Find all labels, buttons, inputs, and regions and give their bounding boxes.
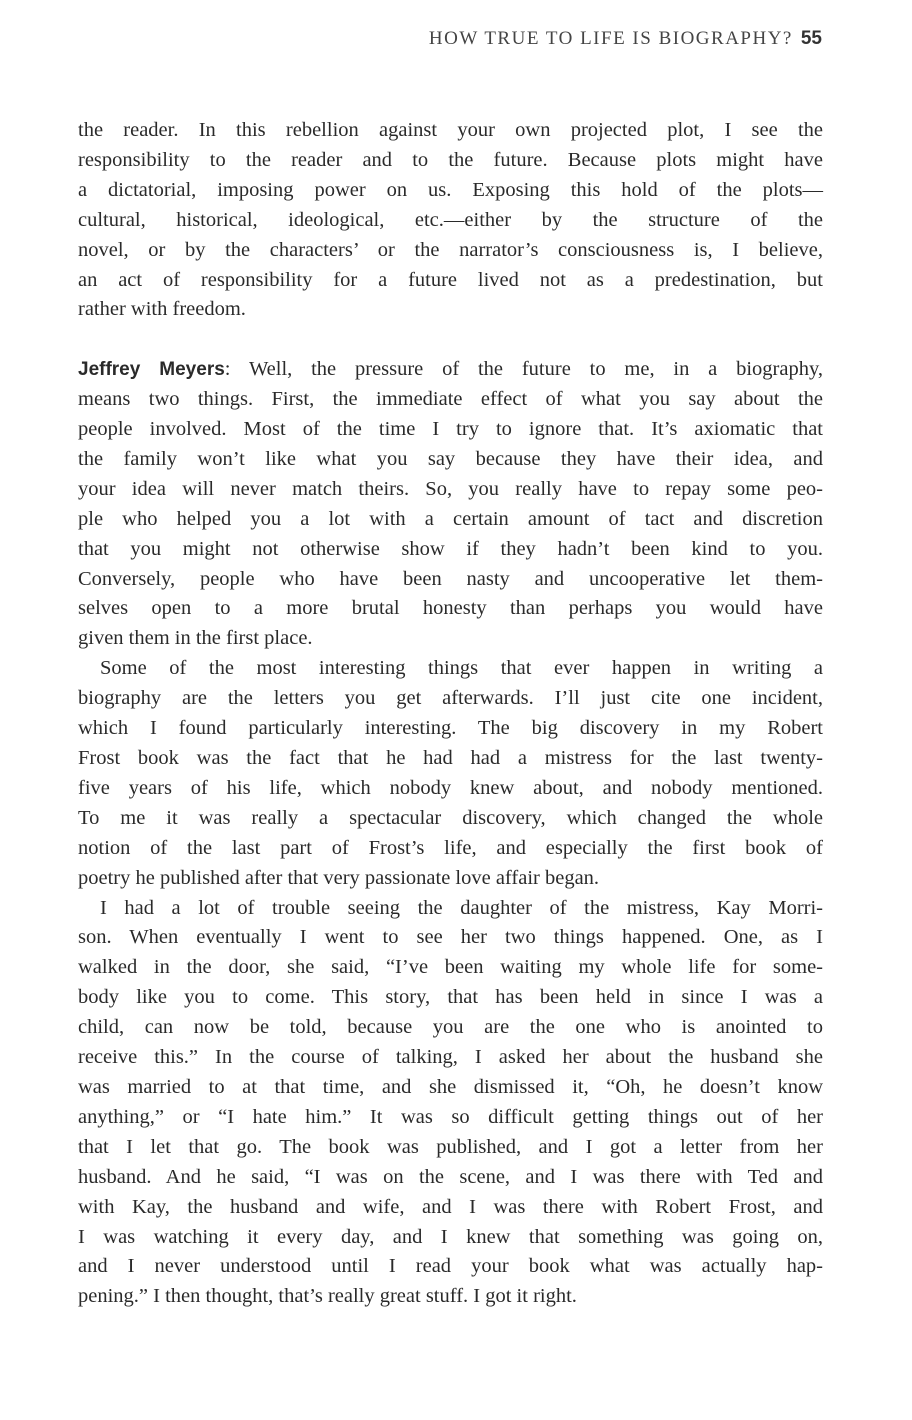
line-text: was married to at that time, and she dismissed it, “Oh, he doesn’t know (78, 1075, 823, 1098)
text-line (78, 1282, 823, 1312)
line-text: novel, or by the characters’ or the narrator’s consciousness is, I believe, (78, 238, 823, 261)
paragraph (78, 654, 823, 893)
line-text: rather with freedom. (78, 298, 246, 321)
running-header (429, 28, 822, 50)
text-line (78, 894, 823, 924)
line-text: Some of the most interesting things that ever happen in writing a (100, 657, 823, 680)
text-line (78, 1103, 823, 1133)
text-line (78, 385, 823, 415)
text-line (78, 1163, 823, 1193)
line-text: son. When eventually I went to see her two things happened. One, as I (78, 926, 823, 949)
line-text: responsibility to the reader and to the future. Because plots might have (78, 148, 823, 171)
line-text: anything,” or “I hate him.” It was so difficult getting things out of her (78, 1105, 823, 1128)
line-text: body like you to come. This story, that has been held in since I was a (78, 986, 823, 1009)
text-line (78, 624, 823, 654)
text-line (78, 714, 823, 744)
text-line (78, 684, 823, 714)
text-line (78, 266, 823, 296)
running-title: HOW TRUE TO LIFE IS BIOGRAPHY? (428, 28, 793, 49)
text-line (78, 953, 823, 983)
text-line (78, 654, 823, 684)
line-text: five years of his life, which nobody knew about, and nobody mentioned. (78, 776, 823, 799)
line-text: walked in the door, she said, “I’ve been waiting my whole life for some- (78, 956, 823, 979)
line-text: selves open to a more brutal honesty than perhaps you would have (78, 597, 823, 620)
speaker-paragraph (78, 355, 823, 654)
text-line (78, 1223, 823, 1253)
paragraph (78, 116, 823, 325)
text-line (78, 983, 823, 1013)
line-text: ple who helped you a lot with a certain amount of tact and discretion (78, 507, 823, 530)
text-line (78, 594, 823, 624)
line-text: To me it was really a spectacular discovery, which changed the whole (78, 806, 823, 829)
text-line (78, 1043, 823, 1073)
line-text: an act of responsibility for a future lived not as a predestination, but (78, 268, 823, 291)
line-text: receive this.” In the course of talking, I asked her about the husband she (78, 1046, 823, 1069)
text-line (78, 535, 823, 565)
text-line (78, 834, 823, 864)
text-line (78, 176, 823, 206)
line-text: pening.” I then thought, that’s really great stuff. I got it right. (78, 1285, 577, 1308)
line-text: people involved. Most of the time I try to ignore that. It’s axiomatic that (78, 418, 823, 441)
text-line (78, 505, 823, 535)
line-text: Conversely, people who have been nasty and uncooperative let them- (78, 567, 823, 590)
line-text: cultural, historical, ideological, etc.—either by the structure of the (78, 208, 823, 231)
line-text: the reader. In this rebellion against your own projected plot, I see the (78, 119, 823, 141)
page-body (78, 116, 823, 1312)
line-text: and I never understood until I read your book what was actually hap- (78, 1255, 823, 1278)
text-line (78, 804, 823, 834)
line-text: I had a lot of trouble seeing the daughter of the mistress, Kay Morri- (100, 896, 823, 919)
text-line (78, 295, 823, 325)
line-text: husband. And he said, “I was on the scene, and I was there with Ted and (78, 1165, 823, 1188)
line-text: a dictatorial, imposing power on us. Exposing this hold of the plots— (78, 178, 823, 201)
text-line (78, 1193, 823, 1223)
line-text: given them in the first place. (78, 627, 313, 650)
line-text: that you might not otherwise show if they hadn’t been kind to you. (78, 537, 823, 560)
line-text: I was watching it every day, and I knew that something was going on, (78, 1225, 823, 1248)
text-line (78, 744, 823, 774)
text-line (78, 1133, 823, 1163)
text-line (78, 236, 823, 266)
line-text: Frost book was the fact that he had had a mistress for the last twenty- (78, 747, 823, 770)
line-text: biography are the letters you get afterwards. I’ll just cite one incident, (78, 687, 823, 710)
text-line (78, 923, 823, 953)
line-text: which I found particularly interesting. The big discovery in my Robert (78, 717, 823, 740)
line-text: your idea will never match theirs. So, you really have to repay some peo- (78, 477, 823, 500)
line-text: notion of the last part of Frost’s life, and especially the first book of (78, 836, 823, 859)
speaker-name: Jeffrey Meyers (78, 359, 225, 381)
text-line (78, 1252, 823, 1282)
text-line (78, 1073, 823, 1103)
text-line (78, 1013, 823, 1043)
text-line (78, 475, 823, 505)
line-text: that I let that go. The book was published, and I got a letter from her (78, 1135, 823, 1158)
text-line (78, 774, 823, 804)
text-line (78, 445, 823, 475)
text-line (78, 116, 823, 146)
paragraph-gap (78, 325, 823, 355)
line-text: poetry he published after that very passionate love affair began. (78, 866, 600, 889)
line-text: child, can now be told, because you are the one who is anointed to (78, 1016, 823, 1039)
text-line (78, 206, 823, 236)
text-line (78, 355, 823, 385)
line-text: the family won’t like what you say because they have their idea, and (78, 447, 823, 470)
line-text: means two things. First, the immediate effect of what you say about the (78, 388, 823, 411)
text-line (78, 415, 823, 445)
page-number: 55 (800, 28, 822, 49)
line-text: with Kay, the husband and wife, and I was there with Robert Frost, and (78, 1195, 823, 1218)
text-line (78, 146, 823, 176)
line-text: : Well, the pressure of the future to me, in a biography, (224, 358, 823, 381)
text-line (78, 864, 823, 894)
paragraph (78, 894, 823, 1313)
text-line (78, 565, 823, 595)
